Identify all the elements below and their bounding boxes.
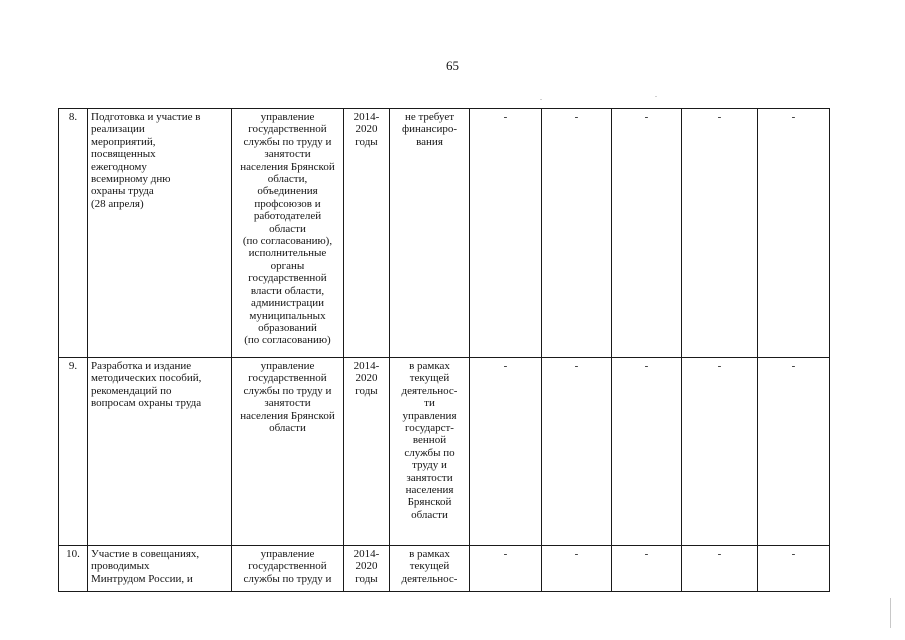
scan-speck	[655, 96, 657, 97]
value-cell: -	[470, 546, 542, 592]
financing-source: в рамках текущей деятельнос- ти управления государст- венной службы по труду и занятости населения Брянской области	[390, 358, 470, 546]
value-cell: -	[612, 109, 682, 358]
value-cell: -	[758, 358, 830, 546]
value-cell: -	[682, 109, 758, 358]
activity-title: Разработка и издание методических пособий, рекомендаций по вопросам охраны труда	[88, 358, 232, 546]
value-cell: -	[758, 109, 830, 358]
period: 2014- 2020 годы	[344, 358, 390, 546]
row-number: 10.	[59, 546, 88, 592]
row-number: 9.	[59, 358, 88, 546]
page-number: 65	[446, 58, 459, 73]
table-row	[59, 109, 830, 358]
period: 2014- 2020 годы	[344, 109, 390, 358]
executor: управление государственной службы по труду и занятости населения Брянской области	[232, 358, 344, 546]
period: 2014- 2020 годы	[344, 546, 390, 592]
financing-source: в рамках текущей деятельнос-	[390, 546, 470, 592]
scan-speck	[540, 99, 542, 100]
table-row	[59, 546, 830, 592]
value-cell: -	[758, 546, 830, 592]
executor: управление государственной службы по труду и занятости населения Брянской области, объединения профсоюзов и работодателей области (по согласованию), исполнительные органы государственной власти области, администрации муниципальных образований (по согласованию)	[232, 109, 344, 358]
row-number: 8.	[59, 109, 88, 358]
value-cell: -	[612, 358, 682, 546]
value-cell: -	[470, 358, 542, 546]
executor: управление государственной службы по труду и	[232, 546, 344, 592]
financing-source: не требует финансиро- вания	[390, 109, 470, 358]
program-activities-table	[58, 108, 830, 592]
value-cell: -	[470, 109, 542, 358]
activity-title: Подготовка и участие в реализации мероприятий, посвященных ежегодному всемирному дню охраны труда (28 апреля)	[88, 109, 232, 358]
scan-edge-mark	[890, 598, 891, 628]
table-row	[59, 358, 830, 546]
value-cell: -	[542, 358, 612, 546]
value-cell: -	[612, 546, 682, 592]
value-cell: -	[542, 109, 612, 358]
value-cell: -	[682, 546, 758, 592]
value-cell: -	[682, 358, 758, 546]
value-cell: -	[542, 546, 612, 592]
activity-title: Участие в совещаниях, проводимых Минтрудом России, и	[88, 546, 232, 592]
